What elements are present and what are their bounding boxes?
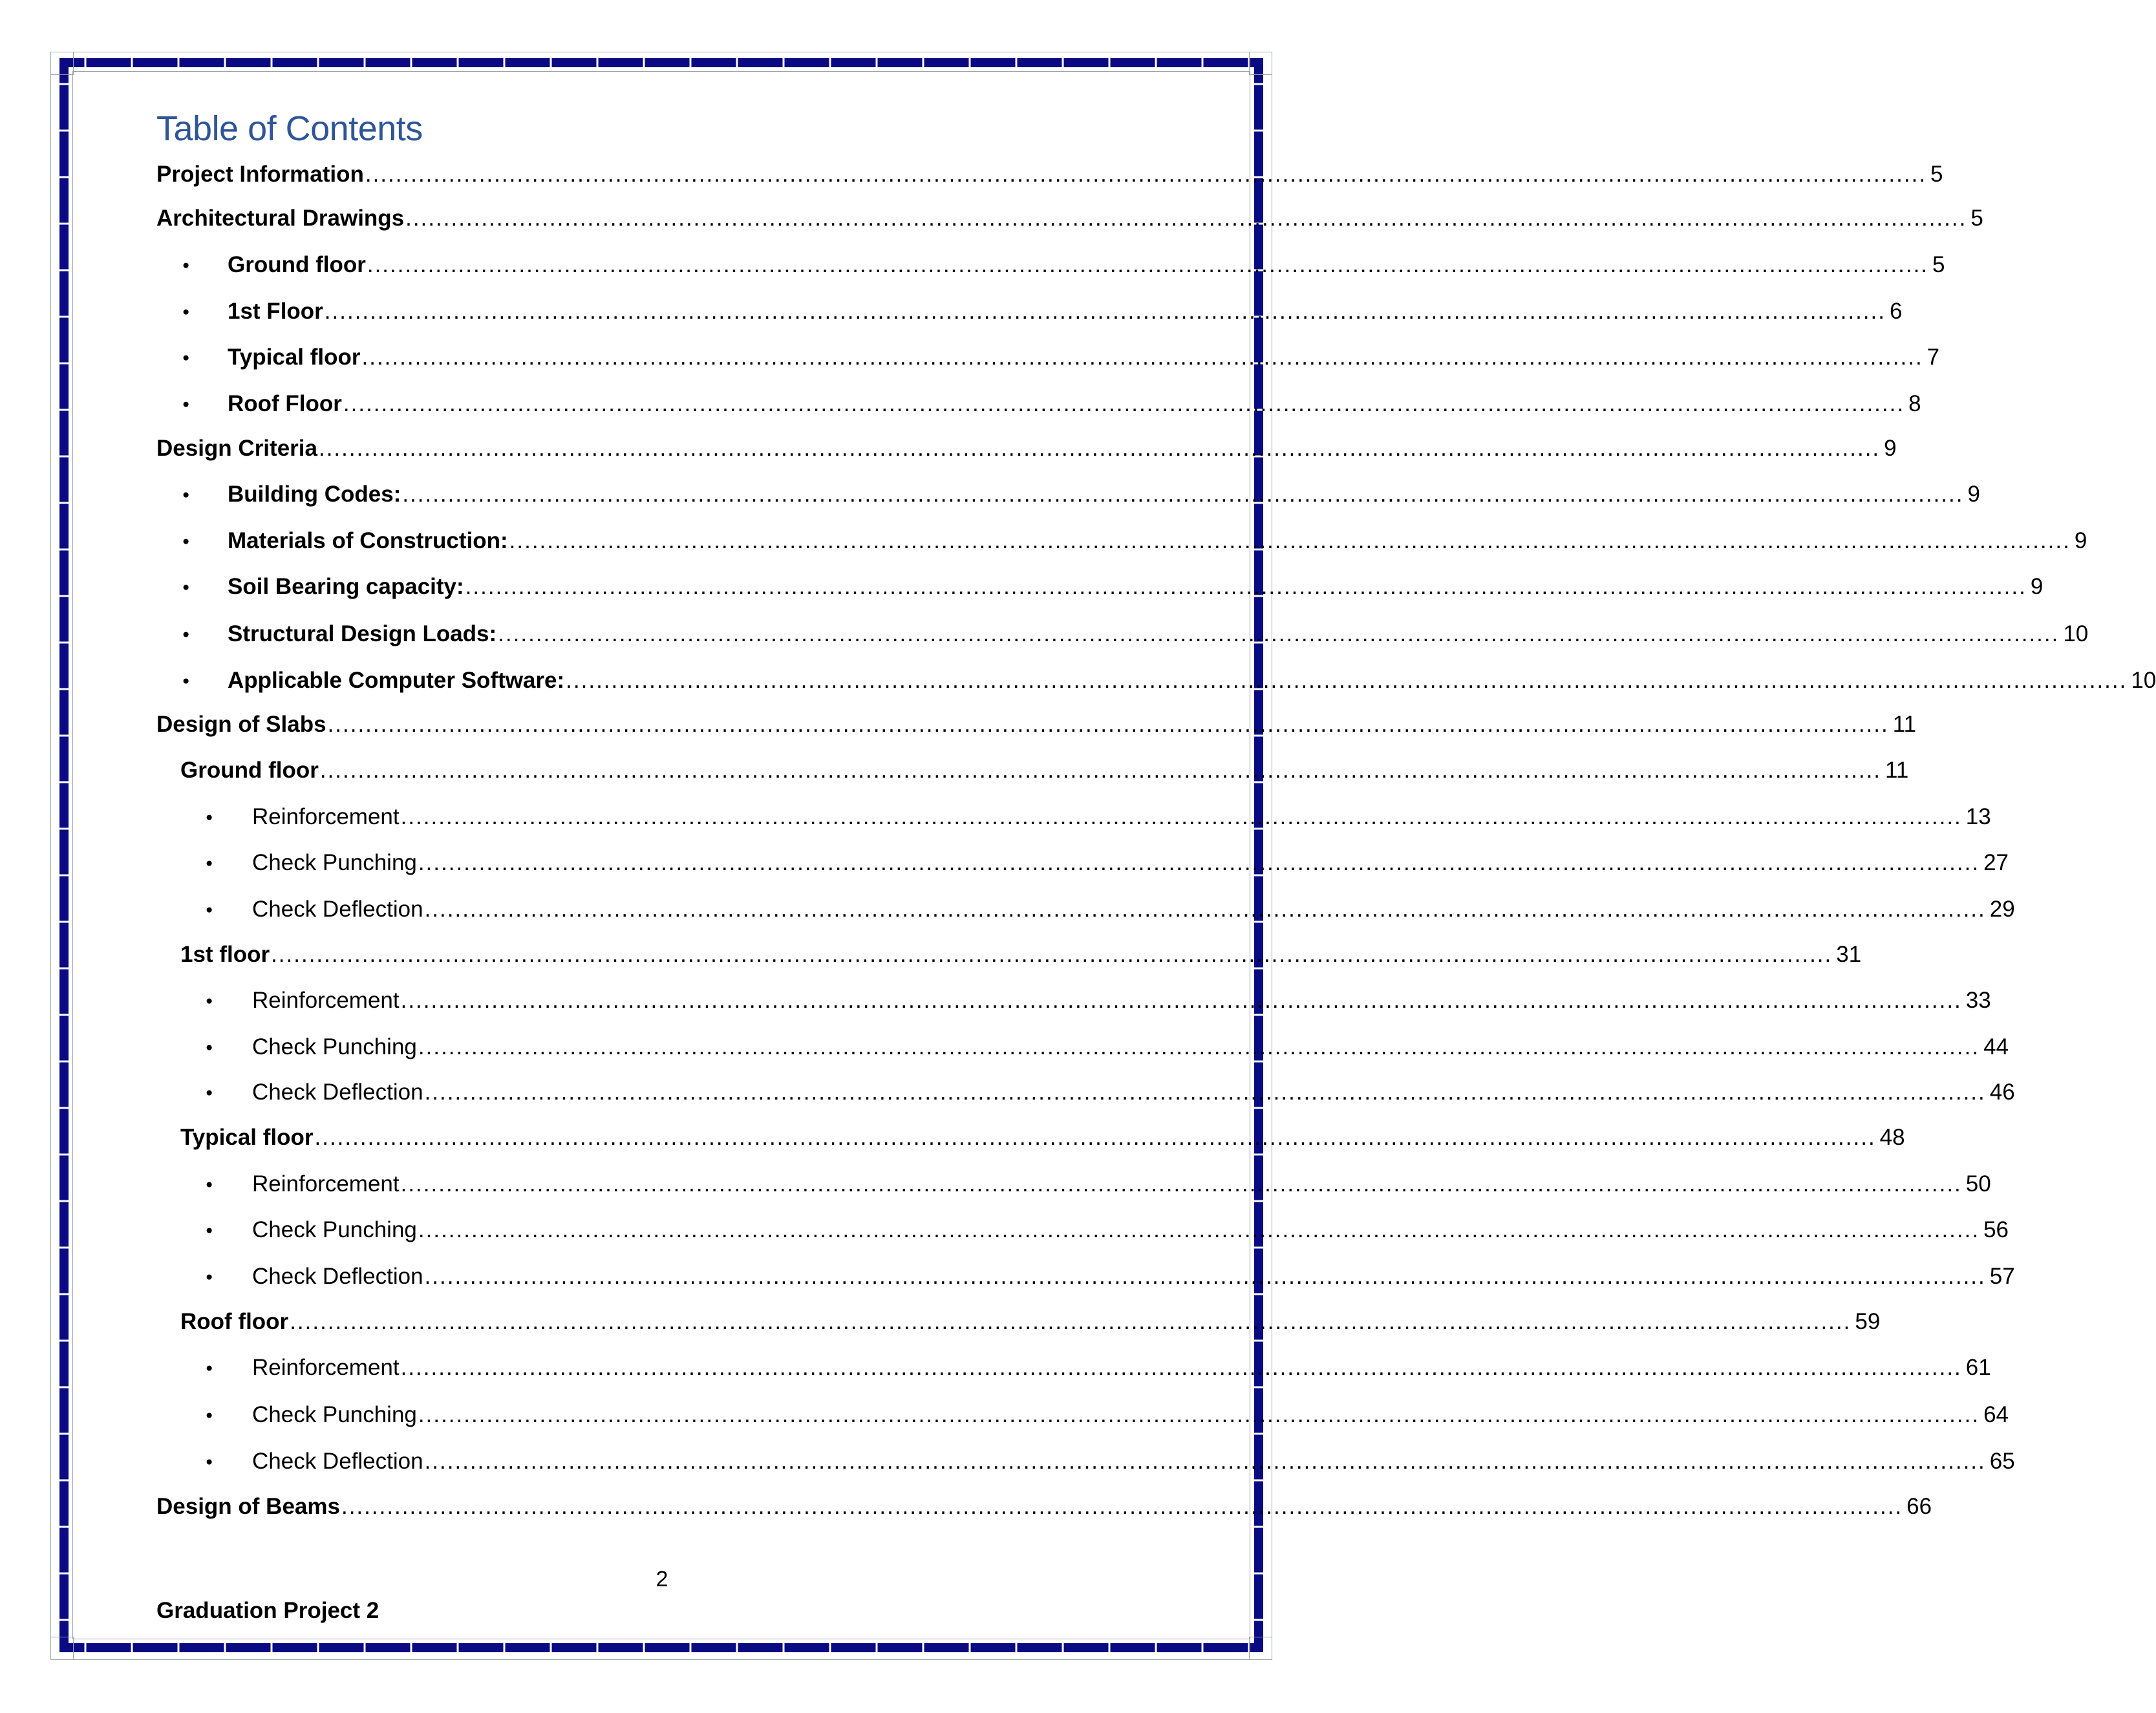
toc-dot-leader: .............................................................................................................................................................................................................. [509,528,2071,553]
toc-entry-label: Structural Design Loads: [228,621,497,646]
toc-entry-label: 1st floor [180,942,270,967]
toc-dot-leader: .............................................................................................................................................................................................................. [271,942,1833,967]
toc-dot-leader: .............................................................................................................................................................................................................. [566,668,2128,693]
toc-entry-page: 65 [1989,1449,2015,1474]
toc-dot-leader: .............................................................................................................................................................................................................. [400,804,1962,829]
toc-entry-page: 10 [2131,668,2156,693]
bullet-icon: ● [206,1270,213,1284]
toc-dot-leader: .............................................................................................................................................................................................................. [418,1217,1980,1242]
toc-entry[interactable] [156,527,2087,555]
toc-entry-label: Roof floor [180,1309,289,1334]
toc-dot-leader: .............................................................................................................................................................................................................. [343,391,1905,416]
toc-entry-page: 44 [1983,1034,2009,1059]
toc-entry-page: 11 [1885,758,1909,783]
toc-entry-label: Ground floor [180,758,319,783]
toc-dot-leader: .............................................................................................................................................................................................................. [405,206,1967,231]
border-corner [1249,1637,1272,1660]
toc-entry[interactable] [156,1216,2009,1244]
toc-entry-label: Check Punching [252,1402,417,1427]
toc-entry-page: 13 [1965,804,1991,829]
toc-entry[interactable] [156,1078,2015,1107]
bullet-icon: ● [206,1040,213,1054]
toc-entry-label: Design of Slabs [156,712,326,737]
toc-entry[interactable] [156,1308,1881,1336]
toc-dot-leader: .............................................................................................................................................................................................................. [400,988,1962,1013]
bullet-icon: ● [206,1408,213,1422]
toc-entry[interactable] [156,666,2156,695]
bullet-icon: ● [206,902,213,917]
toc-entry-label: Soil Bearing capacity: [228,574,464,599]
toc-entry-page: 61 [1965,1355,1991,1380]
toc-entry-label: Roof Floor [228,391,342,416]
toc-entry[interactable] [156,1262,2015,1291]
toc-dot-leader: .............................................................................................................................................................................................................. [324,299,1886,324]
toc-entry-page: 33 [1965,988,1991,1013]
toc-entry-label: Materials of Construction: [228,528,508,553]
toc-dot-leader: .............................................................................................................................................................................................................. [318,436,1881,461]
toc-entry-page: 8 [1908,391,1921,416]
toc-entry-page: 9 [1967,482,1980,507]
toc-dot-leader: .............................................................................................................................................................................................................. [367,252,1929,277]
bullet-icon: ● [182,304,190,319]
toc-entry-page: 10 [2063,621,2089,646]
bullet-icon: ● [206,856,213,870]
toc-entry-label: Design Criteria [156,436,317,461]
toc-entry-page: 46 [1989,1080,2015,1105]
toc-entry-label: Check Punching [252,1034,417,1059]
toc-entry-label: Design of Beams [156,1494,340,1519]
toc-entry-label: Check Deflection [252,1449,423,1474]
toc-dot-leader: .............................................................................................................................................................................................................. [290,1309,1852,1334]
toc-dot-leader: .............................................................................................................................................................................................................. [365,162,1927,187]
bullet-icon: ● [182,397,190,411]
toc-entry[interactable] [156,160,1943,189]
toc-entry-page: 29 [1989,897,2015,922]
toc-entry[interactable] [156,1354,1991,1382]
border-corner [50,52,74,75]
toc-dot-leader: .............................................................................................................................................................................................................. [400,1355,1962,1380]
toc-entry[interactable] [156,343,1940,372]
toc-entry-page: 9 [2074,528,2087,553]
toc-entry-label: Applicable Computer Software: [228,668,565,693]
border-corner [1249,52,1272,75]
toc-entry[interactable] [156,204,1983,233]
toc-entry-label: Check Punching [252,1217,417,1242]
toc-entry[interactable] [156,803,1991,831]
toc-entry-label: Project Information [156,162,364,187]
toc-entry[interactable] [156,573,2044,601]
toc-dot-leader: .............................................................................................................................................................................................................. [327,712,1889,737]
toc-entry-label: Typical floor [228,345,361,370]
toc-entry[interactable] [156,297,1903,326]
toc-entry-page: 9 [1884,436,1897,461]
toc-entry-page: 5 [1970,206,1983,231]
toc-entry-page: 5 [1932,252,1945,277]
toc-entry[interactable] [156,756,1909,785]
toc-dot-leader: .............................................................................................................................................................................................................. [402,482,1964,507]
toc-entry-label: Reinforcement [252,804,400,829]
toc-entry[interactable] [156,1033,2009,1061]
toc-entry-label: Reinforcement [252,988,400,1013]
toc-entry[interactable] [156,434,1897,463]
bullet-icon: ● [206,1361,213,1375]
toc-entry-page: 31 [1836,942,1862,967]
toc-entry[interactable] [156,1493,1932,1521]
bullet-icon: ● [206,994,213,1008]
toc-dot-leader: .............................................................................................................................................................................................................. [319,758,1882,783]
bullet-icon: ● [182,258,190,272]
toc-entry-label: Building Codes: [228,482,401,507]
toc-dot-leader: .............................................................................................................................................................................................................. [314,1125,1876,1150]
bullet-icon: ● [182,627,190,641]
toc-entry[interactable] [156,849,2009,877]
page-number: 2 [656,1567,668,1591]
bullet-icon: ● [206,1085,213,1100]
bullet-icon: ● [206,810,213,824]
toc-dot-leader: .............................................................................................................................................................................................................. [424,1264,1986,1289]
bullet-icon: ● [182,487,190,502]
toc-entry-page: 5 [1930,162,1943,187]
toc-entry[interactable] [156,1401,2009,1429]
toc-dot-leader: .............................................................................................................................................................................................................. [498,621,2060,646]
toc-entry-label: Reinforcement [252,1171,400,1197]
toc-entry-page: 57 [1989,1264,2015,1289]
toc-dot-leader: .............................................................................................................................................................................................................. [418,1034,1980,1059]
toc-dot-leader: .............................................................................................................................................................................................................. [424,1449,1986,1474]
toc-entry[interactable] [156,480,1980,509]
toc-dot-leader: .............................................................................................................................................................................................................. [465,574,2027,599]
toc-entry-page: 6 [1889,299,1903,324]
toc-entry[interactable] [156,390,1921,418]
toc-entry-page: 11 [1892,712,1917,737]
toc-entry[interactable] [156,1447,2015,1476]
toc-dot-leader: .............................................................................................................................................................................................................. [418,850,1980,875]
toc-dot-leader: .............................................................................................................................................................................................................. [418,1402,1980,1427]
toc-dot-leader: .............................................................................................................................................................................................................. [424,1080,1986,1105]
toc-entry[interactable] [156,620,2089,648]
toc-entry[interactable] [156,1123,1905,1152]
toc-entry-page: 27 [1983,850,2009,875]
toc-entry-page: 7 [1927,345,1940,370]
bullet-icon: ● [182,534,190,548]
toc-entry-page: 9 [2030,574,2044,599]
toc-dot-leader: .............................................................................................................................................................................................................. [361,345,1923,370]
toc-entry-label: Check Deflection [252,897,423,922]
toc-entry[interactable] [156,251,1945,279]
bullet-icon: ● [182,350,190,365]
toc-dot-leader: .............................................................................................................................................................................................................. [341,1494,1903,1519]
toc-entry-page: 48 [1879,1125,1905,1150]
toc-entry-page: 56 [1983,1217,2009,1242]
toc-entry[interactable] [156,895,2015,924]
toc-entry-label: Reinforcement [252,1355,400,1380]
toc-entry[interactable] [156,710,1917,739]
toc-entry-page: 64 [1983,1402,2009,1427]
bullet-icon: ● [182,674,190,688]
toc-entry[interactable] [156,941,1862,969]
toc-dot-leader: .............................................................................................................................................................................................................. [424,897,1986,922]
bullet-icon: ● [206,1177,213,1191]
toc-entry[interactable] [156,986,1991,1015]
toc-title: Table of Contents [156,109,423,148]
toc-entry-page: 66 [1906,1494,1932,1519]
toc-entry-label: Check Deflection [252,1080,423,1105]
toc-entry-label: Check Deflection [252,1264,423,1289]
toc-entry-label: Typical floor [180,1125,314,1150]
bullet-icon: ● [206,1454,213,1469]
footer-text: Graduation Project 2 [156,1598,379,1623]
toc-entry-label: Architectural Drawings [156,206,405,231]
toc-dot-leader: .............................................................................................................................................................................................................. [400,1171,1962,1197]
bullet-icon: ● [206,1223,213,1237]
toc-entry-label: Ground floor [228,252,366,277]
toc-entry-page: 50 [1965,1171,1991,1197]
border-corner [50,1637,74,1660]
bullet-icon: ● [182,580,190,594]
toc-entry-page: 59 [1855,1309,1881,1334]
toc-entry-label: 1st Floor [228,299,323,324]
toc-entry-label: Check Punching [252,850,417,875]
toc-entry[interactable] [156,1170,1991,1198]
